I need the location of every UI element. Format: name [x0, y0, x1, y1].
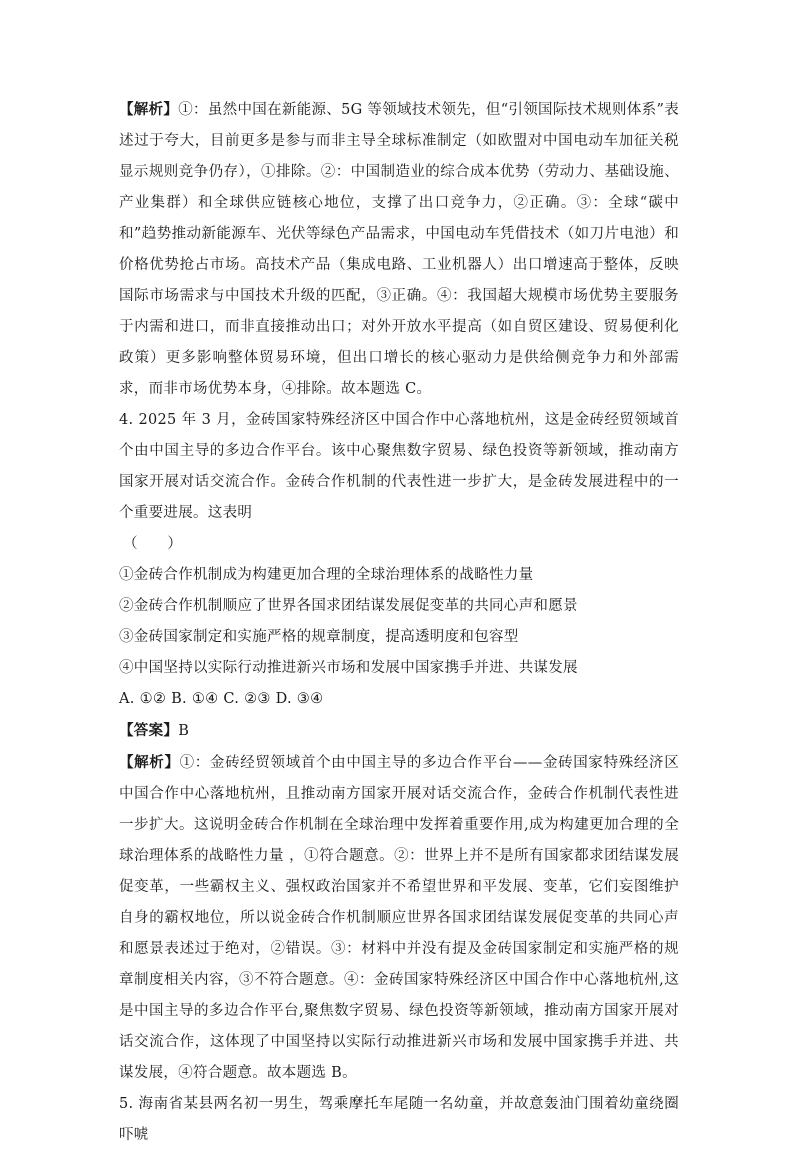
- analysis-text: ①：虽然中国在新能源、5G 等领域技术领先，但“引领国际技术规则体系”表述过于夸大，目前更多是参与而非主导全球标准制定（如欧盟对中国电动车加征关税显示规则竞争仍存），①排除。②：中国制造业的综合成本优势（劳动力、基础设施、产业集群）和全球供应链核心地位，支撑了出口竞争力，②正确。③：全球“碳中和”趋势推动新能源车、光伏等绿色产品需求，中国电动车凭借技术（如刀片电池）和价格优势抢占市场。高技术产品（集成电路、工业机器人）出口增速高于整体，反映国际市场需求与中国技术升级的匹配，③正确。④：我国超大规模市场优势主要服务于内需和进口，而非直接推动出口；对外开放水平提高（如自贸区建设、贸易便利化政策）更多影响整体贸易环境，但出口增长的核心驱动力是供给侧竞争力和外部需求，而非市场优势本身，④排除。故本题选 C。: [119, 102, 679, 397]
- question-4-stem: 4. 2025 年 3 月，金砖国家特殊经济区中国合作中心落地杭州，这是金砖经贸领域首个由中国主导的多边合作平台。该中心聚焦数字贸易、绿色投资等新领域，推动南方国家开展对话交流合作。金砖合作机制的代表性进一步扩大，是金砖发展进程中的一个重要进展。这表明: [119, 412, 679, 521]
- option-4: ④中国坚持以实际行动推进新兴市场和发展中国家携手并进、共谋发展: [119, 660, 578, 676]
- answer-label: 【答案】: [119, 722, 179, 739]
- q3-analysis: [119, 94, 679, 405]
- answer: [119, 715, 679, 747]
- document-page: [119, 94, 679, 1151]
- analysis-text: ①：金砖经贸领域首个由中国主导的多边合作平台——金砖国家特殊经济区中国合作中心落地杭州，且推动南方国家开展对话交流合作，金砖合作机制代表性进一步扩大。这说明金砖合作机制在全球治理中发挥着重要作用,成为构建更加合理的全球治理体系的战略性力量 ，①符合题意。②：世界上并不是所有国家都求团结谋发展促变革，一些霸权主义、强权政治国家并不希望世界和平发展、变革，它们妄图维护自身的霸权地位，所以说金砖合作机制顺应世界各国求团结谋发展促变革的共同心声和愿景表述过于绝对，②错误。③：材料中并没有提及金砖国家制定和实施严格的规章制度相关内容，③不符合题意。④：金砖国家特殊经济区中国合作中心落地杭州,这是中国主导的多边合作平台,聚焦数字贸易、绿色投资等新领域，推动南方国家开展对话交流合作，这体现了中国坚持以实际行动推进新兴市场和发展中国家携手并进、共谋发展，④符合题意。故本题选 B。: [119, 755, 679, 1081]
- analysis-label: 【解析】: [119, 754, 180, 771]
- option-3: ③金砖国家制定和实施严格的规章制度，提高透明度和包容型: [119, 629, 519, 645]
- option-1: ①金砖合作机制成为构建更加合理的全球治理体系的战略性力量: [119, 567, 534, 583]
- option-2: ②金砖合作机制顺应了世界各国求团结谋发展促变革的共同心声和愿景: [119, 598, 578, 614]
- question-5-stem: 5. 海南省某县两名初一男生，驾乘摩托车尾随一名幼童，并故意轰油门围着幼童绕圈吓唬: [119, 1096, 679, 1143]
- answer-blank: （ ）: [123, 536, 183, 552]
- analysis-label: 【解析】: [119, 101, 179, 118]
- q4-analysis: [119, 747, 679, 1089]
- answer-value: B: [178, 723, 190, 739]
- choices: A. ①② B. ①④ C. ②③ D. ③④: [119, 691, 324, 707]
